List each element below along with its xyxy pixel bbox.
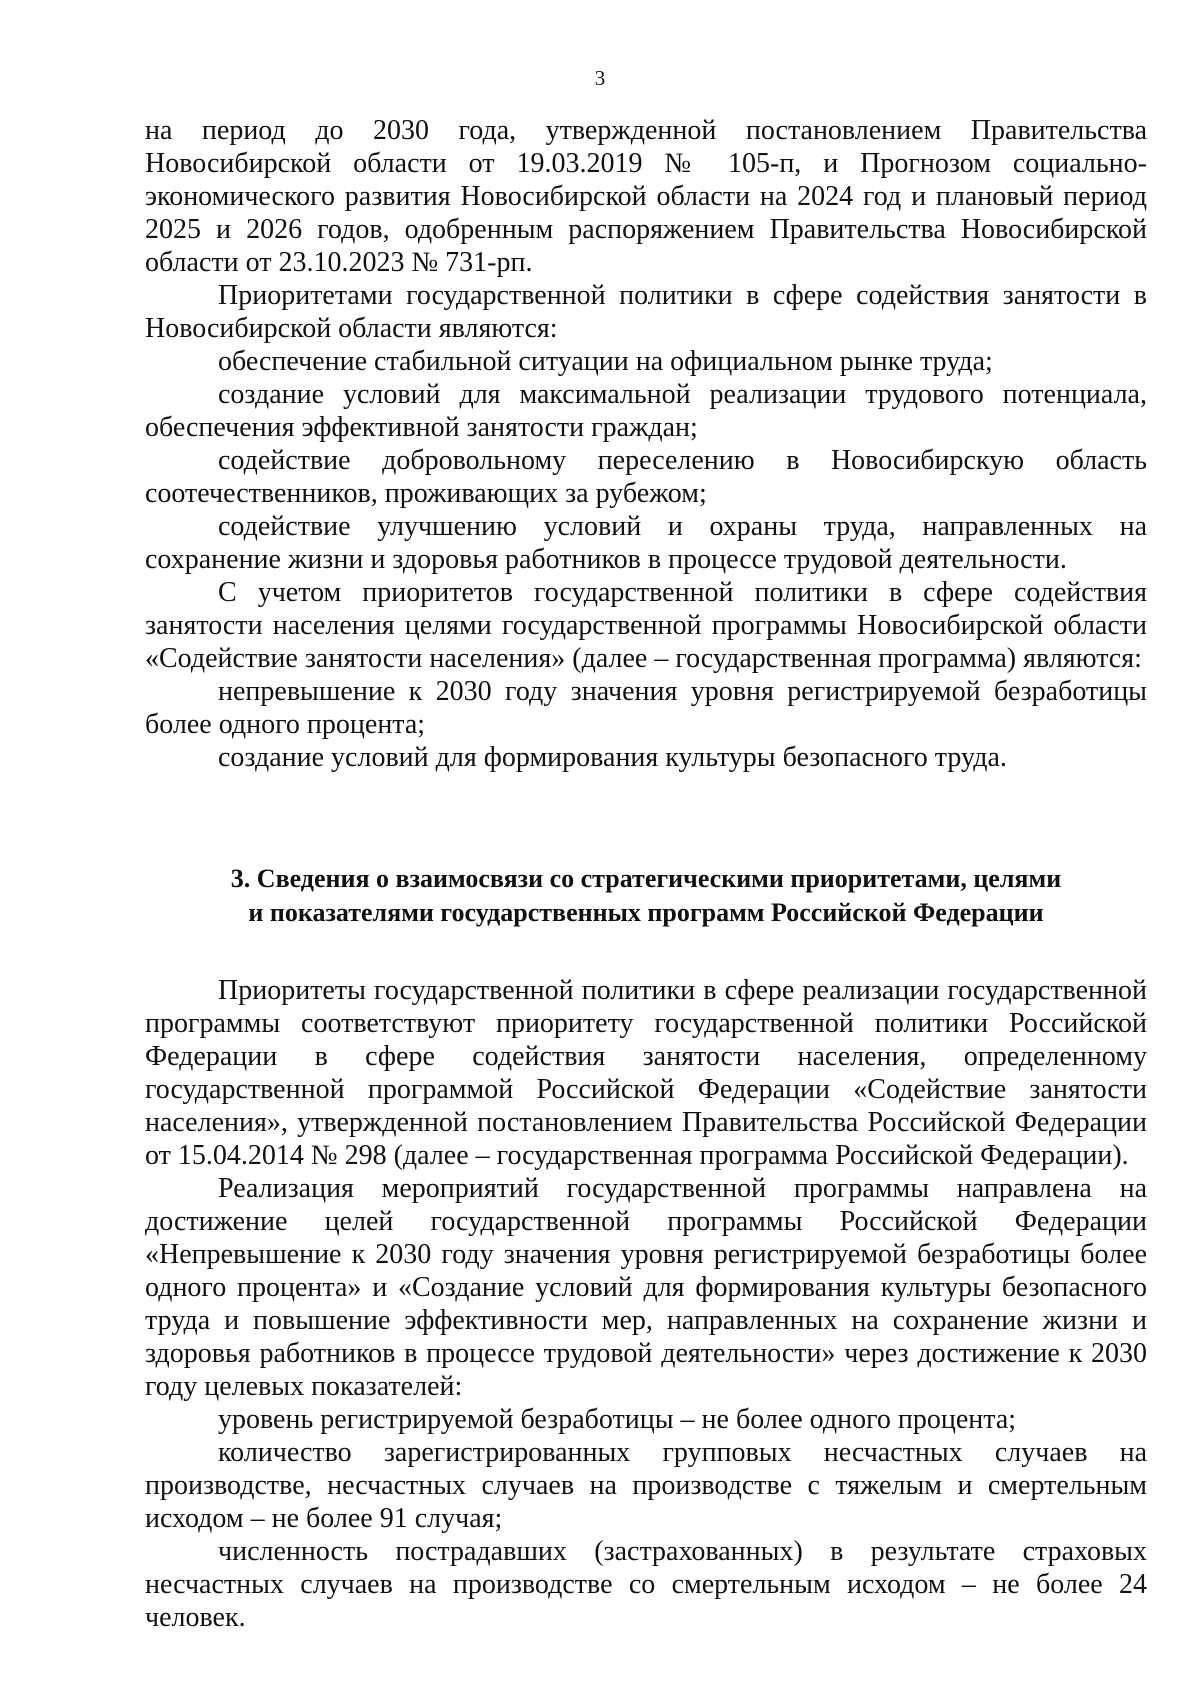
- paragraph-priorities-correspondence: Приоритеты государственной политики в сфере реализации государственной программы соответствуют приоритету государственной политики Российской Федерации в сфере содействия занятости населения, определенному государственной программой Российской Федерации «Содействие занятости населения», утвержденной постановлением Правительства Российской Федерации от 15.04.2014 № 298 (далее – государственная программа Российской Федерации).: [145, 975, 1147, 1171]
- document-body: [145, 114, 1147, 1634]
- priority-item: содействие улучшению условий и охраны труда, направленных на сохранение жизни и здоровья работников в процессе трудовой деятельности.: [145, 511, 1147, 575]
- priority-item: создание условий для максимальной реализации трудового потенциала, обеспечения эффективной занятости граждан;: [145, 379, 1147, 443]
- spacer: [145, 774, 1147, 862]
- goal-item: непревышение к 2030 году значения уровня регистрируемой безработицы более одного процента;: [145, 676, 1147, 740]
- spacer: [145, 930, 1147, 974]
- goal-item: создание условий для формирования культуры безопасного труда.: [218, 742, 1007, 773]
- target-indicator-item: уровень регистрируемой безработицы – не более одного процента;: [218, 1404, 1017, 1435]
- section-heading-line: 3. Сведения о взаимосвязи со стратегическими приоритетами, целями: [230, 864, 1062, 893]
- paragraph-implementation: Реализация мероприятий государственной программы направлена на достижение целей государственной программы Российской Федерации «Непревышение к 2030 году значения уровня регистрируемой безработицы более одного процента» и «Создание условий для формирования культуры безопасного труда и повышение эффективности мер, направленных на сохранение жизни и здоровья работников в процессе трудовой деятельности» через достижение к 2030 году целевых показателей:: [145, 1173, 1147, 1402]
- priority-item: содействие добровольному переселению в Новосибирскую область соотечественников, проживающих за рубежом;: [145, 445, 1147, 509]
- section-heading: [145, 862, 1147, 930]
- page-number: 3: [594, 66, 606, 90]
- priority-item: обеспечение стабильной ситуации на официальном рынке труда;: [218, 346, 993, 377]
- paragraph-continuation: на период до 2030 года, утвержденной постановлением Правительства Новосибирской области от 19.03.2019 № 105-п, и Прогнозом социально-экономического развития Новосибирской области на 2024 год и плановый период 2025 и 2026 годов, одобренным распоряжением Правительства Новосибирской области от 23.10.2023 № 731-рп.: [145, 115, 1147, 278]
- paragraph-priorities-intro: Приоритетами государственной политики в сфере содействия занятости в Новосибирской области являются:: [145, 280, 1147, 344]
- paragraph-goals-intro: С учетом приоритетов государственной политики в сфере содействия занятости населения целями государственной программы Новосибирской области «Содействие занятости населения» (далее – государственная программа) являются:: [145, 577, 1147, 674]
- target-indicator-item: численность пострадавших (застрахованных) в результате страховых несчастных случаев на производстве со смертельным исходом – не более 24 человек.: [145, 1536, 1147, 1633]
- section-heading-line: и показателями государственных программ Российской Федерации: [248, 898, 1044, 927]
- target-indicator-item: количество зарегистрированных групповых несчастных случаев на производстве, несчастных случаев на производстве с тяжелым и смертельным исходом – не более 91 случая;: [145, 1437, 1147, 1534]
